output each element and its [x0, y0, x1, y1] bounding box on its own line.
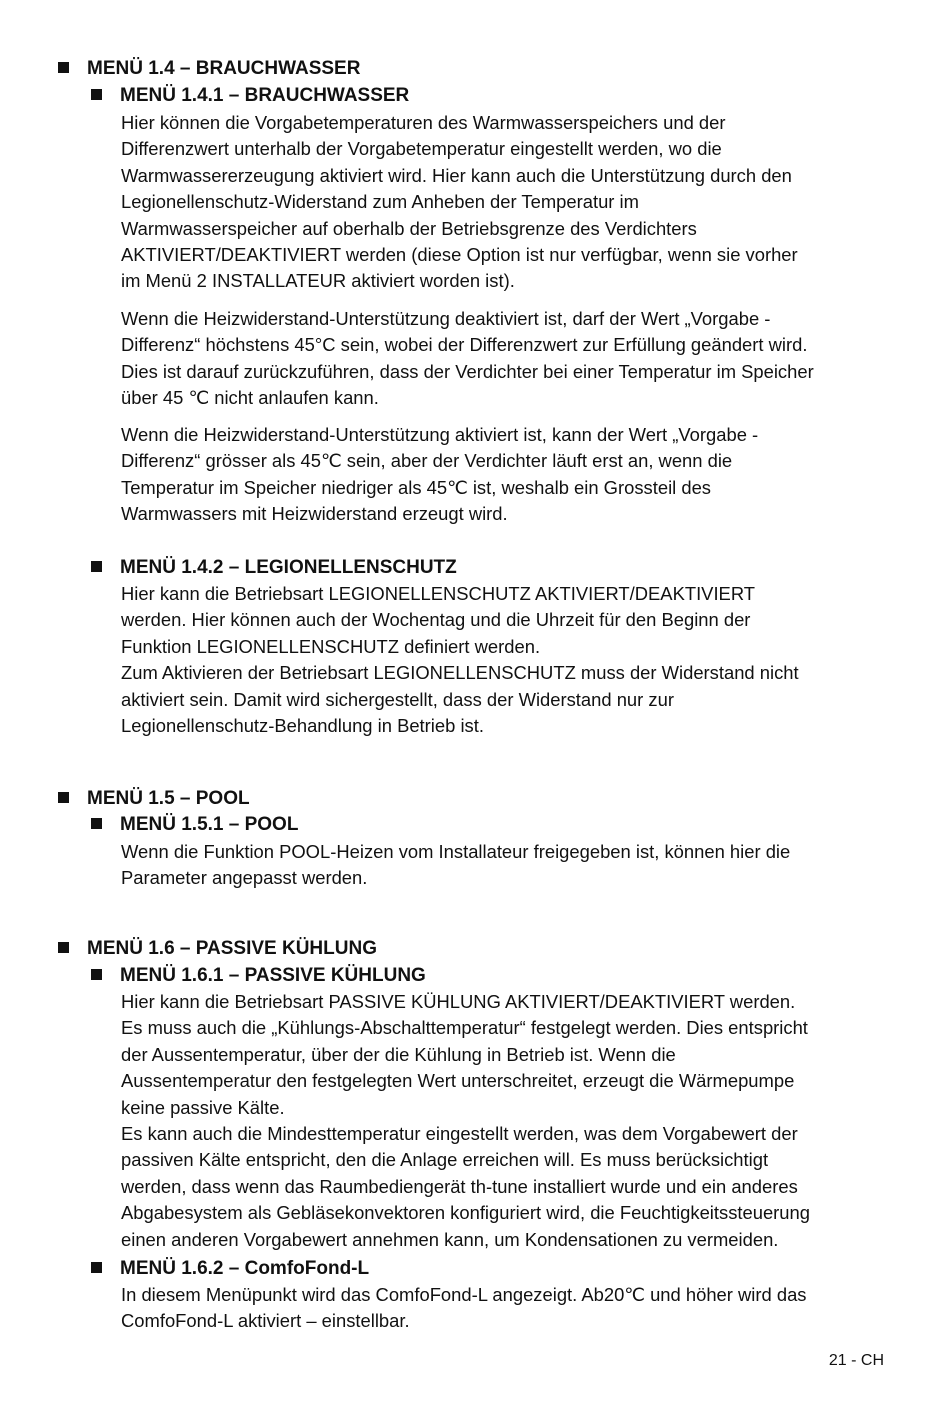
- paragraph-1-4-1-intro: Hier können die Vorgabetemperaturen des Warmwasserspeichers und der Differenzwert unterhalb der Vorgabetemperatur eingestellt werden, wo die Warmwassererzeugung aktiviert wird. Hier kann auch die Unterstützung durch den Legionellenschutz-Widerstand zum Anheben der Temperatur im Warmwasserspeicher auf oberhalb der Betriebsgrenze des Verdichters AKTIVIERT/DEAKTIVIERT werden (diese Option ist nur verfügbar, wenn sie vorher im Menü 2 INSTALLATEUR aktiviert worden ist).: [121, 112, 798, 292]
- paragraph-1-6-2: In diesem Menüpunkt wird das ComfoFond-L angezeigt. Ab20℃ und höher wird das ComfoFond-L aktiviert – einstellbar.: [121, 1284, 807, 1332]
- paragraph-1-4-2: Hier kann die Betriebsart LEGIONELLENSCHUTZ AKTIVIERT/DEAKTIVIERT werden. Hier können auch der Wochentag und die Uhrzeit für den Beginn der Funktion LEGIONELLENSCHUTZ definiert werden. Zum Aktivieren der Betriebsart LEGIONELLENSCHUTZ muss der Widerstand nicht aktiviert sein. Damit wird sichergestellt, dass der Widerstand nur zur Legionellenschutz-Behandlung in Betrieb ist.: [121, 583, 799, 737]
- heading-menu-1-4-1: MENÜ 1.4.1 – BRAUCHWASSER: [91, 83, 409, 109]
- square-bullet-icon: [58, 792, 69, 803]
- heading-menu-1-4-2: MENÜ 1.4.2 – LEGIONELLENSCHUTZ: [91, 555, 457, 581]
- square-bullet-icon: [58, 942, 69, 953]
- heading-menu-1-6-1: MENÜ 1.6.1 – PASSIVE KÜHLUNG: [91, 963, 426, 989]
- heading-menu-1-5-1: MENÜ 1.5.1 – POOL: [91, 812, 298, 838]
- square-bullet-icon: [91, 818, 102, 829]
- page-number: 21 - CH: [828, 1352, 884, 1369]
- heading-menu-1-6: MENÜ 1.6 – PASSIVE KÜHLUNG: [58, 936, 377, 962]
- heading-menu-1-6-2: MENÜ 1.6.2 – ComfoFond-L: [91, 1256, 369, 1282]
- paragraph-1-4-1-activated: Wenn die Heizwiderstand-Unterstützung aktiviert ist, kann der Wert „Vorgabe - Differenz“ grösser als 45℃ sein, aber der Verdichter läuft erst an, wenn die Temperatur im Speicher niedriger als 45℃ ist, weshalb ein Grossteil des Warmwassers mit Heizwiderstand erzeugt wird.: [121, 424, 759, 525]
- square-bullet-icon: [58, 62, 69, 73]
- heading-menu-1-5: MENÜ 1.5 – POOL: [58, 786, 250, 812]
- square-bullet-icon: [91, 561, 102, 572]
- heading-menu-1-4: MENÜ 1.4 – BRAUCHWASSER: [58, 56, 360, 82]
- paragraph-1-4-1-deactivated: Wenn die Heizwiderstand-Unterstützung deaktiviert ist, darf der Wert „Vorgabe - Differenz“ höchstens 45°C sein, wobei der Differenzwert zur Erfüllung geändert wird. Dies ist darauf zurückzuführen, dass der Verdichter bei einer Temperatur im Speicher über 45 ℃ nicht anlaufen kann.: [121, 308, 814, 409]
- square-bullet-icon: [91, 89, 102, 100]
- square-bullet-icon: [91, 1262, 102, 1273]
- paragraph-1-6-1: Hier kann die Betriebsart PASSIVE KÜHLUNG AKTIVIERT/DEAKTIVIERT werden. Es muss auch die „Kühlungs-Abschalttemperatur“ festgelegt werden. Dies entspricht der Aussentemperatur, über der die Kühlung in Betrieb ist. Wenn die Aussentemperatur den festgelegten Wert unterschreitet, erzeugt die Wärmepumpe keine passive Kälte. Es kann auch die Mindesttemperatur eingestellt werden, was dem Vorgabewert der passiven Kälte entspricht, den die Anlage erreichen will. Es muss berücksichtigt werden, dass wenn das Raumbediengerät th-tune installiert wurde und ein anderes Abgabesystem als Gebläsekonvektoren konfiguriert wird, die Feuchtigkeitssteuerung einen anderen Vorgabewert annehmen kann, um Kondensationen zu vermeiden.: [121, 991, 810, 1250]
- paragraph-1-5-1: Wenn die Funktion POOL-Heizen vom Installateur freigegeben ist, können hier die Parameter angepasst werden.: [121, 841, 791, 889]
- square-bullet-icon: [91, 969, 102, 980]
